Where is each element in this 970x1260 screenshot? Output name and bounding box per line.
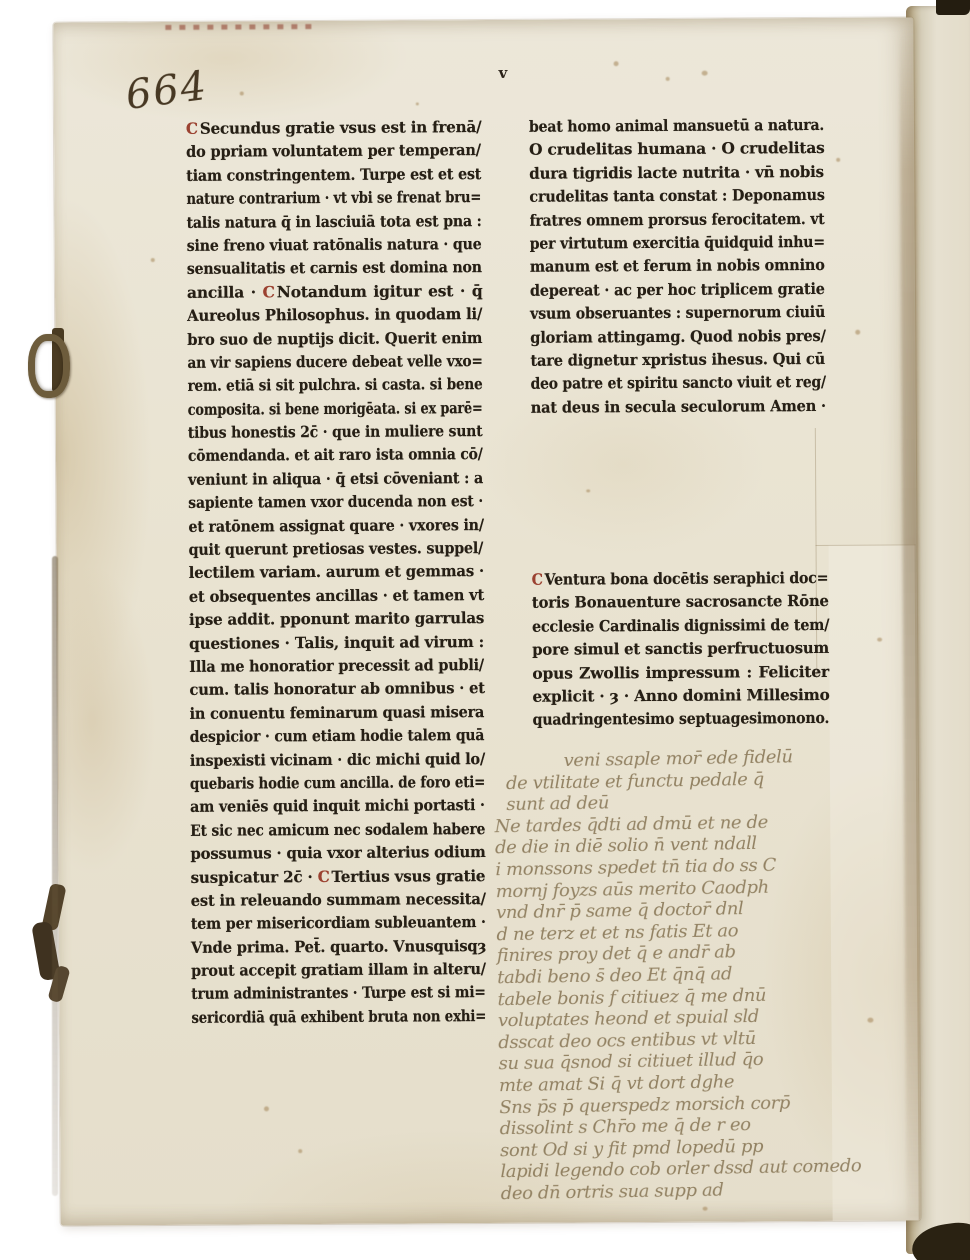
text-line: mte amat Si q̄ vt dort dghe [498,1071,735,1097]
fox-spot [702,71,708,76]
fox-spot [298,1149,302,1153]
fox-spot [264,1106,269,1111]
text-line: crudelitas tanta constat : Deponamus [529,185,825,206]
text-line: cum. talis honoratur ab omnibus · et [189,678,485,700]
clasp-ring-upper [28,334,70,398]
text-line: toris Bonauenture sacrosancte Rōne [531,591,829,613]
text-line: tem per misericordiam subleuantem · [190,912,486,934]
text-line: veni ssaple mor̄ ede fidelū [563,746,793,772]
text-line: vnd dnr̄ p̄ same q̄ doctor̄ dnl [495,898,744,924]
text-line: beat homo animal mansuetū a natura. [528,114,825,136]
text-line: dissolint s Chr̄o me q̄ de r eo [499,1114,751,1140]
text-line: Sns p̄s p̄ querspedz morsich corp̄ [499,1091,791,1118]
text-line: opus Zwollis impressum : Feliciter [532,661,830,683]
text-line: suspicatur 2c̄ · C Tertius vsus gratie [190,865,486,887]
book-page [53,17,920,1225]
text-line: talis natura q̄ in lasciuiā tota est pna : [186,210,482,232]
text-line: sont Od si y fit pmd lopedū pp [499,1135,764,1161]
text-line: an vir sapiens ducere debeat velle vxo= [187,350,483,372]
fox-spot [836,158,840,162]
text-line: Et sic nec amicum nec sodalem habere [190,818,486,840]
text-line: de die in diē solio n̄ vent ndall [494,833,757,859]
text-line: prout accepit gratiam illam in alteru/ [191,959,486,980]
text-line: bro suo de nuptijs dicit. Querit enim [187,327,483,349]
text-line: et ratōnem assignat quare · vxores in/ [188,514,484,536]
text-line: tabdi beno s̄ deo Et q̄nq̄ ad [497,963,733,989]
fox-spot [666,77,670,81]
text-line: vsum obseruantes : supernorum ciuiū [530,302,826,323]
text-line: deo patre et spiritu sancto viuit et reg/ [530,372,826,394]
text-line: gloriam attingamg. Quod nobis pres/ [530,325,826,347]
binding-tab-top-right [936,0,970,15]
text-line: quebaris hodie cum ancilla. de foro eti= [189,771,486,793]
text-line: Vnde prima. Pet̄. quarto. Vnusquisqȝ [190,935,487,957]
left-text-column [186,115,487,1029]
fox-spot [703,1207,708,1211]
text-line: ipse addit. pponunt marito garrulas [188,608,485,630]
text-line: am veniēs quid inquit michi portasti · [190,795,485,817]
fox-spot [614,61,619,66]
text-line: sunt ad deū [506,792,610,816]
text-line: Ne tardes q̄dti ad dmū et ne de [494,811,769,837]
text-line: Illa me honoratior precessit ad publi/ [189,655,484,676]
text-line: explicit · ȝ · Anno domini Millesimo [532,684,830,706]
text-line: tibus honestis 2c̄ · que in muliere sunt [187,421,483,442]
text-line: veniunt in aliqua · q̄ etsi cōveniant : a [188,467,484,489]
right-text-column [529,113,826,419]
text-line: C Secundus gratie vsus est in frenā/ [185,117,482,138]
signature-mark: v [498,63,508,82]
rubric-pilcrow: C [531,569,543,589]
text-line: do ppriam voluntatem per temperan/ [186,140,481,162]
fox-spot [586,489,590,492]
text-line: quadringentesimo septuagesimonono. [532,708,830,730]
text-line: sensualitatis et carnis est domina non [186,257,482,279]
text-line: deo dn̄ ortris sua supp ad [500,1179,724,1205]
red-edge-paint-remnant [165,24,315,30]
text-line: d ne terz et et ns fatis Et ao [496,919,739,945]
text-line: sericordiā quā exhibent bruta non exhi= [191,1005,487,1027]
text-line: trum administrantes · Turpe est si mi= [191,982,486,1004]
rubric-pilcrow: C [317,866,330,886]
handwritten-annotation [493,744,930,1205]
fox-spot [240,91,244,95]
text-line: sapiente tamen vxor ducenda non est · [188,491,484,513]
text-line: i monssons spedet tn̄ tia do ss C [495,854,777,881]
text-line: depereat · ac per hoc triplicem gratie [529,278,825,300]
text-line: quit querunt pretiosas vestes. suppel/ [188,538,484,559]
text-line: inspexisti vicinam · dic michi quid lo/ [189,748,486,770]
text-line: sine freno viuat ratōnalis natura · que [186,233,482,255]
text-line: lectilem variam. aurum et gemmas · [188,561,485,583]
text-line: O crudelitas humana · O crudelitas [529,138,825,160]
text-line: mornj foyzs aūs merito Caodph [495,876,769,902]
text-line: nature contrarium · vt vbi se frenat bru= [186,187,482,208]
text-line: est in releuando summam necessita/ [190,888,486,910]
text-line: questiones · Talis, inquit ad virum : [189,631,485,653]
text-line: per virtutum exercitia q̄uidquid inhu= [529,231,826,253]
text-line: voluptates heond et spuial sld [497,1005,760,1032]
text-line: despicior · cum etiam hodie talem quā [189,725,485,746]
text-line: ecclesie Cardinalis dignissimi de tem/ [531,614,830,636]
rubric-pilcrow: C [185,118,198,138]
text-line: dsscat deo ocs entibus vt vltū [498,1027,756,1053]
text-line: tare dignetur xpristus ihesus. Qui cū [530,348,826,370]
text-line: finires proy det q̄ e andr̄ ab [496,941,736,967]
text-line: Aureolus Philosophus. in quodam li/ [187,304,483,325]
text-line: lapidi legendo cob orler dssd aut comedo [500,1155,862,1183]
text-line: nat deus in secula seculorum Amen · [530,395,826,417]
text-line: pore simul et sanctis perfructuosum [532,638,830,659]
text-line: dura tigridis lacte nutrita · vn̄ nobis [529,161,824,183]
text-line: ancilla · C Notandum igitur est · q̄ [186,280,483,302]
folio-number-handwritten: 664 [123,62,211,120]
fox-spot [416,102,419,105]
text-line: in conuentu feminarum quasi misera [189,701,485,723]
page-edge-shadow-lower-left [52,556,58,1196]
text-line: su sua q̄snod si citiuet illud q̄o [498,1049,764,1075]
text-line: et obsequentes ancillas · et tamen vt [188,584,485,606]
text-line: fratres omnem prorsus ferocitatem. vt [529,208,825,230]
fox-spot [151,258,155,262]
fox-spot [877,638,882,642]
text-line: cōmendanda. et ait raro ista omnia cō/ [187,444,483,466]
text-line: de vtilitate et functu pedale q̄ [505,768,765,794]
text-line: tabele bonis f citiuez q̄ me dnū [497,984,767,1010]
text-line: rem. etiā si sit pulchra. si casta. si bene [187,374,483,396]
text-line: manum est et ferum in nobis omnino [529,255,825,277]
text-line: tiam constringentem. Turpe est et est [186,163,482,185]
text-line: composita. si bene morigēata. si ex parē= [187,397,483,419]
fox-spot [855,330,860,335]
colophon [532,566,830,732]
text-line: possumus · quia vxor alterius odium [190,842,486,863]
text-line: C Ventura bona docētis seraphici doc= [531,567,829,589]
rubric-pilcrow: C [262,282,275,302]
